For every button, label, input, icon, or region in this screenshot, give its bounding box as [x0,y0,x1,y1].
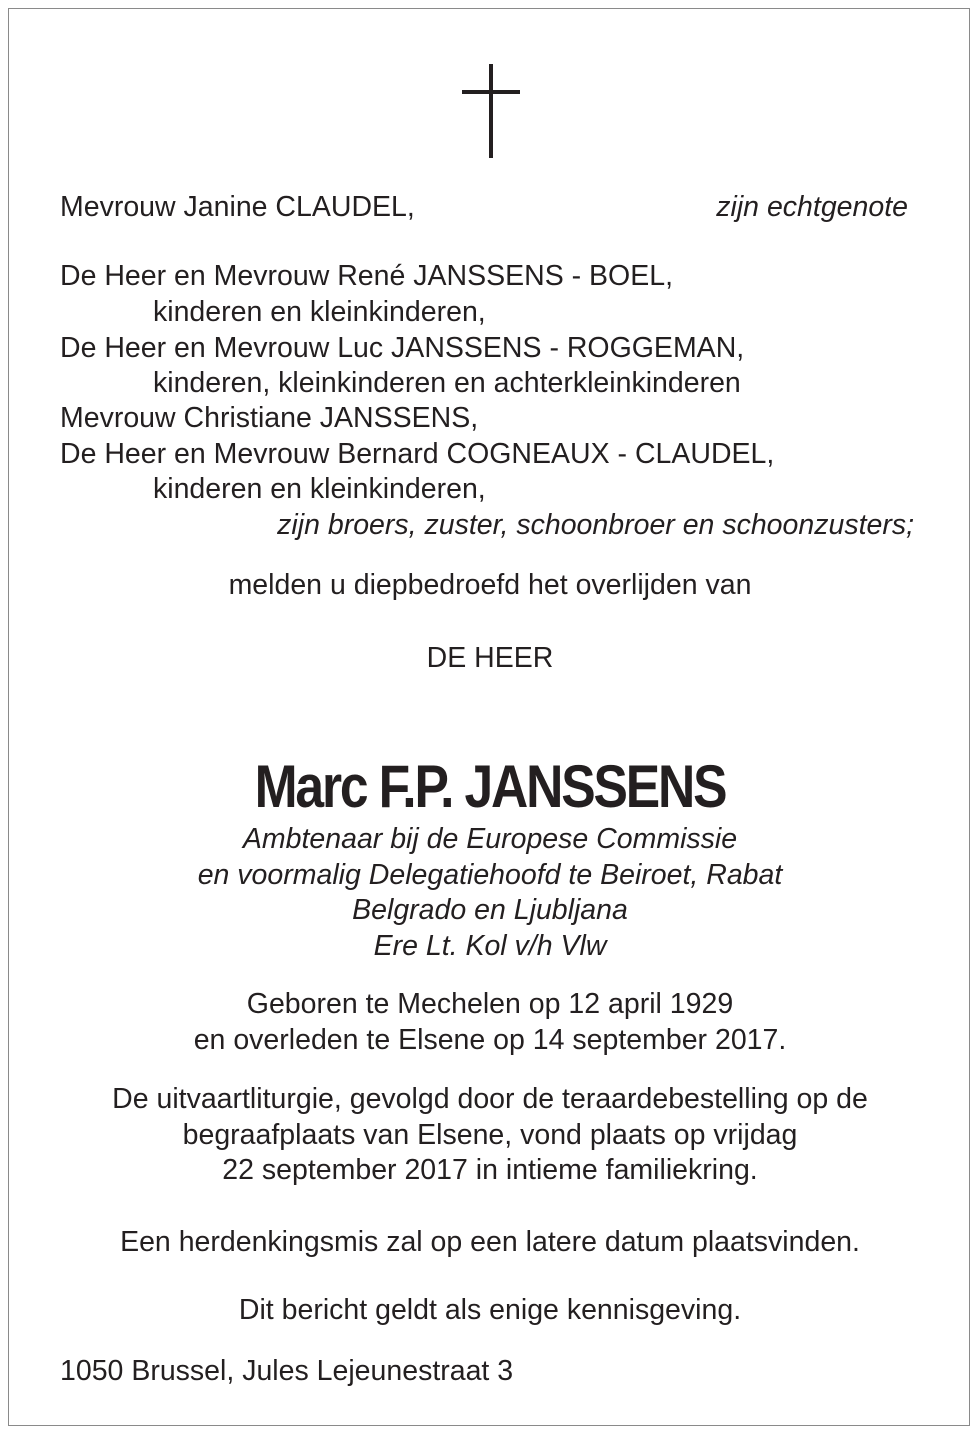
function-line-3: Belgrado en Ljubljana [352,894,628,926]
function-line-2: en voormalig Delegatiehoofd te Beiroet, Rabat [197,859,783,891]
cross-icon [462,64,520,158]
address: 1050 Brussel, Jules Lejeunestraat 3 [60,1355,514,1387]
funeral-line-1: De uitvaartliturgie, gevolgd door de teraardebestelling op de [112,1083,868,1115]
death-line: en overleden te Elsene op 14 september 2017. [193,1024,787,1056]
funeral-line-3: 22 september 2017 in intieme familiekring. [222,1154,758,1186]
family-relation: zijn broers, zuster, schoonbroer en schoonzusters; [277,509,914,541]
spouse-relation: zijn echtgenote [716,191,908,223]
deceased-name: Marc F.P. JANSSENS [254,753,726,821]
family-member-2: De Heer en Mevrouw Luc JANSSENS - ROGGEMAN, [60,332,745,364]
memorial-mass: Een herdenkingsmis zal op een latere datum plaatsvinden. [120,1226,860,1258]
honorific-title: DE HEER [426,642,554,674]
birth-line: Geboren te Mechelen op 12 april 1929 [246,988,734,1020]
family-member-4-descendants: kinderen en kleinkinderen, [153,473,486,505]
family-member-4: De Heer en Mevrouw Bernard COGNEAUX - CLAUDEL, [60,438,775,470]
family-member-3: Mevrouw Christiane JANSSENS, [60,402,479,434]
spouse-name: Mevrouw Janine CLAUDEL, [60,191,415,223]
announcement-text: melden u diepbedroefd het overlijden van [228,569,752,601]
notice-text: Dit bericht geldt als enige kennisgeving. [238,1294,742,1326]
funeral-line-2: begraafplaats van Elsene, vond plaats op vrijdag [182,1119,798,1151]
function-line-4: Ere Lt. Kol v/h Vlw [373,930,607,962]
family-member-1-descendants: kinderen en kleinkinderen, [153,296,486,328]
function-line-1: Ambtenaar bij de Europese Commissie [242,823,738,855]
family-member-1: De Heer en Mevrouw René JANSSENS - BOEL, [60,260,673,292]
family-member-2-descendants: kinderen, kleinkinderen en achterkleinkinderen [153,367,741,399]
